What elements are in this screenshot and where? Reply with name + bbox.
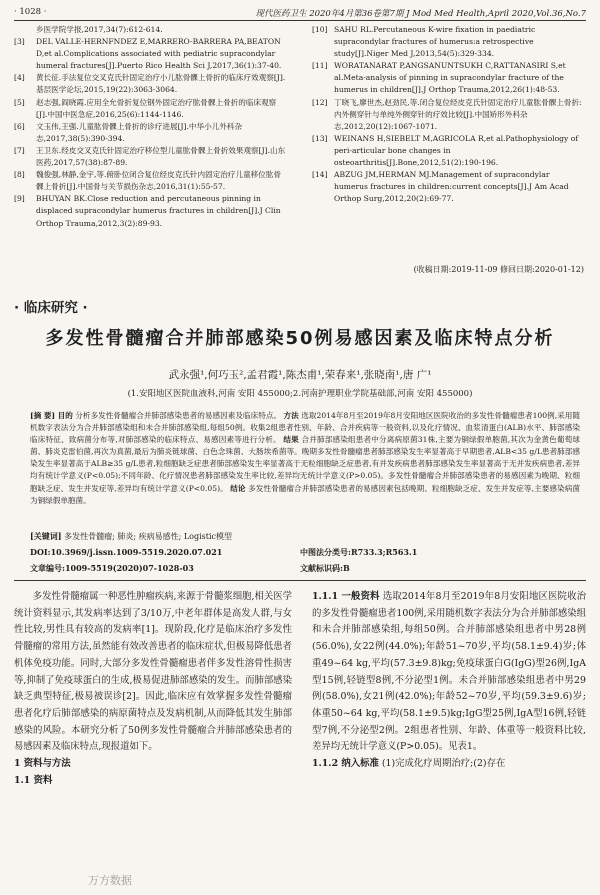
reference-text: BHUYAN BK.Close reduction and percutaneous pinning in displaced supracondylar humerus fractures in children[J].J Clin Orthop Trauma,2012,3(2):89-93. <box>36 194 281 228</box>
journal-header: 现代医药卫生 2020年4月第36卷第7期 J Mod Med Health,April 2020,Vol.36,No.7 <box>255 9 586 19</box>
body-column-left <box>14 589 292 789</box>
reference-number: [11] <box>312 61 328 71</box>
reference-list-left <box>14 24 286 230</box>
reference-item <box>312 97 584 133</box>
page-number: · 1028 · <box>14 7 47 17</box>
general-data-paragraph <box>312 589 586 756</box>
running-header <box>14 6 586 21</box>
reference-number: [13] <box>312 133 328 143</box>
abstract <box>30 410 580 507</box>
methods-text: 选取2014年8月至2019年8月安阳地区医院收治的多发性骨髓瘤患者100例,采用随机数字表法分为合并肺部感染组和未合并肺部感染组,每组50例。收集2组患者性别、年龄、合并疾病等一般资料,以及化疗情况、血浆清蛋白(ALB)水平、肺部感染临床特征、致病菌分布等,对肺部感染的临床特点、易感因素等进行分析。 <box>30 411 581 445</box>
reference-item <box>312 133 584 169</box>
keywords-label: [关键词] <box>30 531 62 541</box>
reference-text: DEL VALLE-HERNFNDEZ E,MARRERO-BARRERA PA,BEATON D,et al.Complications associated with pediatric supracondylar humeral fractures[J].Puerto Rico Health Sci J,2017,36(1):37-40. <box>36 37 282 71</box>
section-heading: 1 资料与方法 <box>14 758 71 770</box>
objective-text: 分析多发性骨髓瘤合并肺部感染患者的易感因素及临床特点。 <box>75 411 282 420</box>
reference-item <box>14 97 286 121</box>
objective-label: 目的 <box>57 411 73 420</box>
reference-text: 文玉伟,王强.儿童肱骨髁上骨折的诊疗进展[J].中华小儿外科杂志,2017,38(5):390-394. <box>36 121 243 143</box>
reference-item <box>14 169 286 193</box>
reference-text: SAHU RL.Percutaneous K-wire fixation in paediatric supracondylar fractures of humerus:a retrospective study[J].Niger Med J,2013,54(5):329-334. <box>334 25 536 59</box>
subsubsection-heading: 1.1.2 纳入标准 <box>312 758 379 770</box>
methods-label: 方法 <box>283 411 299 420</box>
clc-number: 中图法分类号:R733.3;R563.1 <box>300 547 418 557</box>
received-revised-dates: (收稿日期:2019-11-09 修回日期:2020-01-12) <box>413 265 584 274</box>
reference-item <box>14 145 286 169</box>
reference-text: 魏俊强,林静,金宇,等.俯卧位闭合复位经皮克氏针内固定治疗儿童移位肱骨髁上骨折[J].中国骨与关节损伤杂志,2016,31(1):55-57. <box>36 170 282 192</box>
reference-text: WORATANARAT P,ANGSANUNTSUKH C,RATTANASIRI S,et al.Meta-analysis of pinning in supracondylar fracture of the humerus in children[J].J Orthop Trauma,2012,26(1):48-53. <box>334 61 566 95</box>
inclusion-criteria-text: (1)完成化疗周期治疗;(2)存在 <box>381 758 506 770</box>
reference-item <box>312 60 584 96</box>
keywords-text: 多发性骨髓瘤; 肺炎; 疾病易感性; Logistic模型 <box>64 532 233 541</box>
results-text: 合并肺部感染组患者中分离病原菌31株,主要为铜绿假单胞菌,其次为金黄色葡萄球菌、肺炎克雷伯菌,再次为真菌,最后为肺炎链球菌、白色念珠菌、大肠埃希菌等。晚期多发性骨髓瘤患者肺部感染发生率显著高于早期患者,ALB<35 g/L患者肺部感染发生率显著高于ALB≥35 g/L患者,粒细胞缺乏症患者肺部感染发生率显著高于无粒细胞缺乏症患者,有并发疾病患者肺部感染发生率显著高于无并发疾病患者,差异均有统计学意义(P<0.05);不同年龄、化疗情况患者肺部感染发生率比较,差异均无统计学意义(P>0.05)。多发性骨髓瘤合并肺部感染患者的易感因素为晚期、粒细胞缺乏症、发生并发症等,差异均有统计学意义(P<0.05)。 <box>30 435 580 493</box>
document-code: 文献标识码:B <box>300 563 350 573</box>
reference-number: [4] <box>14 73 25 83</box>
keywords <box>30 531 580 542</box>
reference-text: 王卫东.经皮交叉克氏针固定治疗移位型儿童肱骨髁上骨折效果观察[J].山东医药,2017,57(38):87-89. <box>36 145 286 168</box>
general-data-text: 选取2014年8月至2019年8月安阳地区医院收治的多发性骨髓瘤患者100例,采用随机数字表法分为合并肺部感染组和未合并肺部感染组,每组50例。合并肺部感染组患者中男28例(56.0%),女22例(44.0%);年龄51~70岁,平均(58.1±9.4)岁;体重49~64 kg,平均(57.3±9.8)kg;免疫球蛋白G(IgG)型26例,IgA型15例,轻链型8例,不分泌型1例。未合并肺部感染组患者中男29例(58.0%),女21例(42.0%);年龄52~70岁,平均(59.3±9.6)岁;体重50~64 kg,平均(58.1±9.5)kg;IgG型25例,IgA型16例,轻链型7例,不分泌型2例。2组患者性别、年龄、体重等一般资料比较,差异均无统计学意义(P>0.05)。见表1。 <box>312 591 587 753</box>
abstract-label: [摘 要] <box>30 411 56 420</box>
reference-number: [12] <box>312 97 328 107</box>
reference-item <box>312 169 584 205</box>
reference-item <box>14 121 286 145</box>
reference-number: [9] <box>14 194 25 204</box>
subsubsection-heading: 1.1.1 一般资料 <box>312 591 380 602</box>
reference-number: [6] <box>14 121 25 131</box>
conclusion-label: 结论 <box>230 483 246 493</box>
article-title: 多发性骨髓瘤合并肺部感染50例易感因素及临床特点分析 <box>45 328 555 349</box>
divider <box>14 580 586 581</box>
reference-continuation: 乡医学院学报,2017,34(7):612-614. <box>36 25 163 34</box>
watermark: 万方数据 <box>88 874 132 887</box>
author-affiliation: (1.安阳地区医院血液科,河南 安阳 455000;2.河南护理职业学院基础部,河南 安阳 455000) <box>127 389 473 399</box>
reference-item <box>14 36 286 72</box>
intro-paragraph: 多发性骨髓瘤属一种恶性肿瘤疾病,来源于骨髓浆细胞,相关医学统计资料显示,其发病率达到了3/10万,中老年群体是高发人群,与女性比较,男性具有较高的发病率[1]。现阶段,化疗是临床治疗多发性骨髓瘤的常用方法,虽然能有效改善患者的临床症状,但极易降低患者机体免疫功能。同时,大部分多发性骨髓瘤患者伴多发性溶骨性损害等,抑制了免疫球蛋白的生成,极易促进肺部感染的发生。而肺部感染缺乏典型特征,极易被误诊[2]。因此,临床应有效掌握多发性骨髓瘤患者化疗后肺部感染的病原菌特点及发病机制,从而降低其发生肺部感染的风险。本研究分析了50例多发性骨髓瘤合并肺部感染患者的易感因素及临床特点,现报道如下。 <box>14 591 292 753</box>
inclusion-criteria-paragraph <box>312 756 586 773</box>
reference-item <box>14 72 286 96</box>
reference-number: [3] <box>14 37 25 47</box>
reference-number: [7] <box>14 145 25 155</box>
reference-text: 丁晓飞,廖世杰,赵劲民,等.闭合复位经皮克氏针固定治疗儿童肱骨髁上骨折:内外侧穿针与单纯外侧穿针的疗效比较[J].中国矫形外科杂志,2012,20(12):1067-1071. <box>334 97 582 131</box>
reference-item <box>14 193 286 229</box>
conclusion-text: 多发性骨髓瘤合并肺部感染患者的易感因素包括晚期、粒细胞缺乏症、发生并发症等,主要感染病菌为铜绿假单胞菌。 <box>30 483 580 505</box>
doi: DOI:10.3969/j.issn.1009-5519.2020.07.021 <box>30 547 223 557</box>
reference-list-right <box>312 24 584 205</box>
reference-text: ABZUG JM,HERMAN MJ.Management of supracondylar humerus fractures in children:current concepts[J].J Am Acad Orthop Surg,2012,20(2):69-77. <box>334 170 569 204</box>
reference-number: [10] <box>312 25 328 34</box>
reference-number: [8] <box>14 170 25 180</box>
reference-text: 赵志强,阎晓霞.应用全允骨折复位钢外固定治疗肱骨髁上骨折的临床观察[J].中国中医急症,2016,25(6):1144-1146. <box>36 97 277 119</box>
subsection-heading: 1.1 资料 <box>14 774 53 786</box>
reference-item <box>312 24 584 60</box>
reference-number: [5] <box>14 97 25 107</box>
reference-text: 黄长征.手法复位交叉克氏针固定治疗小儿肱骨髁上骨折的临床疗效观察[J].基层医学论坛,2015,19(22):3063-3064. <box>36 73 286 95</box>
results-label: 结果 <box>283 435 299 445</box>
body-column-right <box>312 589 586 773</box>
reference-number: [14] <box>312 170 328 180</box>
identifiers-row-2 <box>30 563 580 574</box>
reference-text: WEINANS H,SIEBELT M,AGRICOLA R,et al.Pathophysiology of peri-articular bone changes in osteoarthritis[J].Bone,2012,51(2):190-196. <box>334 133 579 168</box>
author-list: 武永强¹,何巧玉²,孟君霞¹,陈杰甫¹,荣春来¹,张晓南¹,唐 广¹ <box>168 369 432 381</box>
section-label: · 临床研究 · <box>14 300 88 316</box>
identifiers-row-1 <box>30 547 580 557</box>
article-number: 文章编号:1009-5519(2020)07-1028-03 <box>30 563 194 573</box>
